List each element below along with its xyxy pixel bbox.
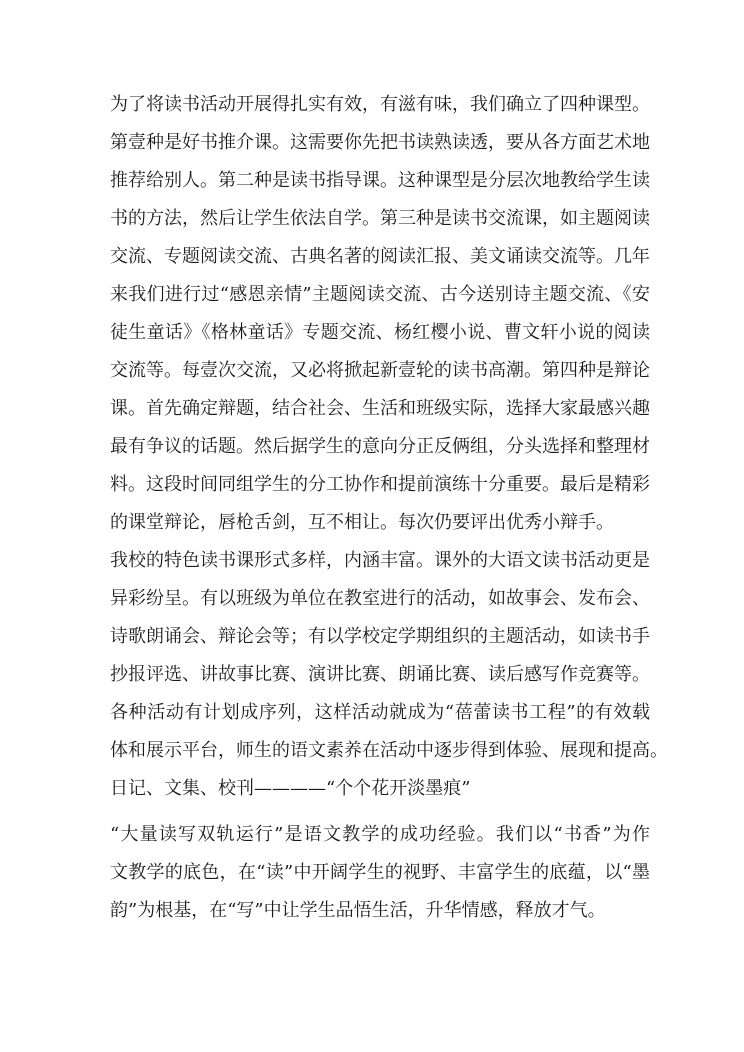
text-line: 我校的特色读书课形式多样，内涵丰富。课外的大语文读书活动更是 xyxy=(110,550,650,571)
text-line: 异彩纷呈。有以班级为单位在教室进行的活动，如故事会、发布会、 xyxy=(110,588,650,609)
text-line: 料。这段时间同组学生的分工协作和提前演练十分重要。最后是精彩 xyxy=(110,474,650,495)
text-line: 各种活动有计划成序列，这样活动就成为“蓓蕾读书工程”的有效载 xyxy=(110,702,650,723)
text-line: 诗歌朗诵会、辩论会等；有以学校定学期组织的主题活动，如读书手 xyxy=(110,626,650,647)
text-line: 书的方法，然后让学生依法自学。第三种是读书交流课，如主题阅读 xyxy=(110,208,650,229)
text-line: 最有争议的话题。然后据学生的意向分正反俩组，分头选择和整理材 xyxy=(110,436,650,457)
text-line: 交流等。每壹次交流，又必将掀起新壹轮的读书高潮。第四种是辩论 xyxy=(110,360,650,381)
text-line: 课。首先确定辩题，结合社会、生活和班级实际，选择大家最感兴趣 xyxy=(110,398,650,419)
text-line: “大量读写双轨运行”是语文教学的成功经验。我们以“书香”为作 xyxy=(110,824,650,845)
text-line: 抄报评选、讲故事比赛、演讲比赛、朗诵比赛、读后感写作竞赛等。 xyxy=(110,664,650,685)
text-line: 推荐给别人。第二种是读书指导课。这种课型是分层次地教给学生读 xyxy=(110,170,650,191)
text-line: 来我们进行过“感恩亲情”主题阅读交流、古今送别诗主题交流、《安 xyxy=(110,284,650,305)
section-heading: 日记、文集、校刊————“个个花开淡墨痕” xyxy=(110,778,471,799)
text-line: 文教学的底色，在“读”中开阔学生的视野、丰富学生的底蕴，以“墨 xyxy=(110,862,650,883)
text-line: 为了将读书活动开展得扎实有效，有滋有味，我们确立了四种课型。 xyxy=(110,94,650,115)
text-line: 交流、专题阅读交流、古典名著的阅读汇报、美文诵读交流等。几年 xyxy=(110,246,650,267)
text-line: 第壹种是好书推介课。这需要你先把书读熟读透，要从各方面艺术地 xyxy=(110,132,650,153)
text-line: 体和展示平台，师生的语文素养在活动中逐步得到体验、展现和提高。 xyxy=(110,740,668,761)
text-line: 的课堂辩论，唇枪舌剑，互不相让。每次仍要评出优秀小辩手。 xyxy=(110,512,614,533)
text-line: 韵”为根基，在“写”中让学生品悟生活，升华情感，释放才气。 xyxy=(110,900,606,921)
text-line: 徒生童话》《格林童话》专题交流、杨红樱小说、曹文轩小说的阅读 xyxy=(110,322,650,343)
